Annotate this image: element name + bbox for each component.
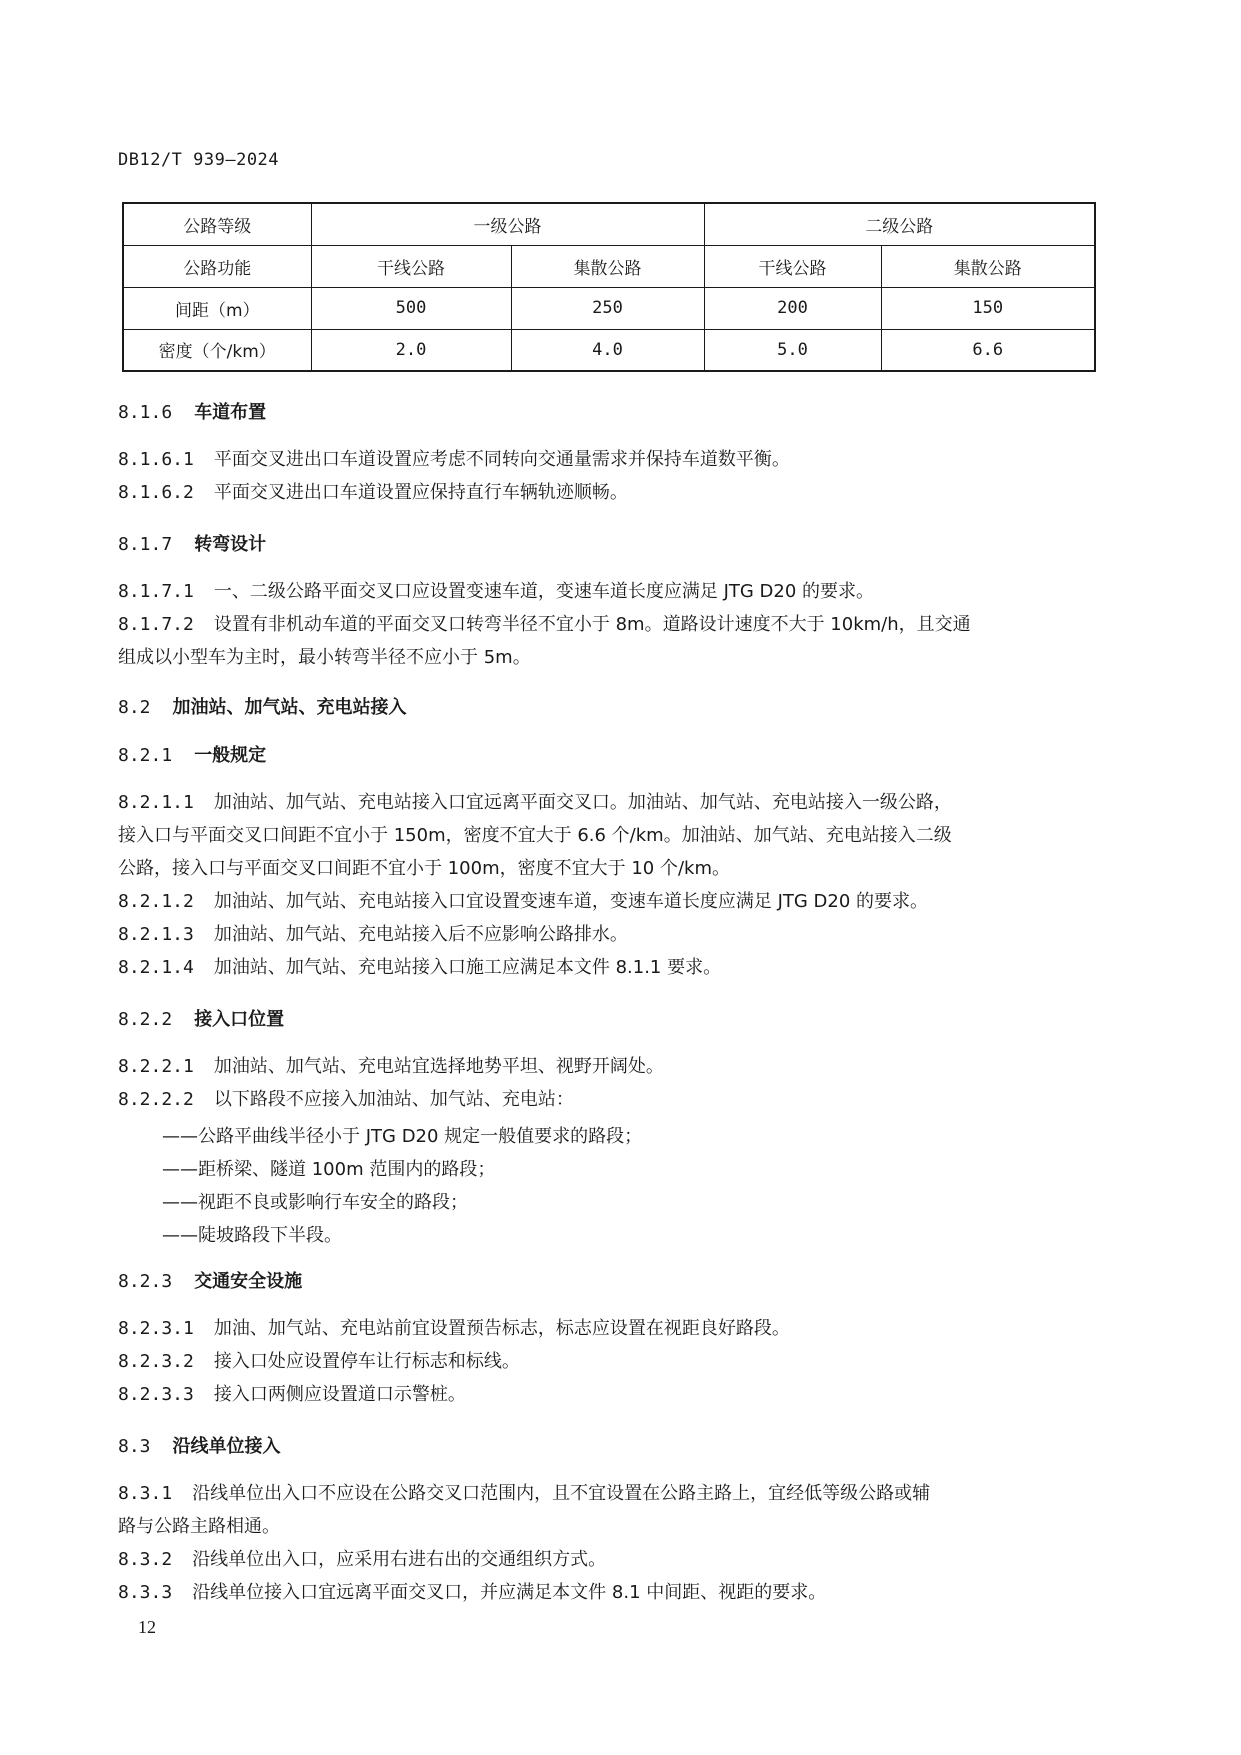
section-title: 转弯设计 — [194, 534, 267, 555]
clause-paragraph — [118, 1345, 1103, 1378]
clause-text: 平面交叉进出口车道设置应考虑不同转向交通量需求并保持车道数平衡。 — [213, 449, 790, 470]
table-cell: 4.0 — [511, 329, 704, 371]
clause-number: 8.2.1.1 — [118, 792, 194, 813]
clause-number: 8.2.1.4 — [118, 957, 194, 978]
clause-paragraph — [118, 443, 1103, 476]
clause-number: 8.2.1.3 — [118, 924, 194, 945]
clause-paragraph — [118, 608, 1103, 674]
clause-paragraph — [118, 951, 1103, 984]
list-item: ——视距不良或影响行车安全的路段； — [162, 1192, 468, 1213]
clause-paragraph — [118, 1477, 1103, 1543]
clause-paragraph — [118, 1312, 1103, 1345]
table-cell: 500 — [311, 287, 511, 329]
table-cell: 2.0 — [311, 329, 511, 371]
clause-number: 8.3.1 — [118, 1483, 173, 1504]
clause-text: 加油站、加气站、充电站接入口宜设置变速车道，变速车道长度应满足 JTG D20 的要求。 — [213, 891, 929, 912]
clause-text: 以下路段不应接入加油站、加气站、充电站： — [213, 1089, 574, 1110]
clause-paragraph — [118, 786, 1103, 885]
clause-number: 8.2.2.2 — [118, 1089, 194, 1110]
section-title: 一般规定 — [194, 745, 267, 766]
section-number: 8.1.7 — [118, 534, 173, 555]
clause-paragraph — [118, 885, 1103, 918]
clause-text: 加油站、加气站、充电站接入后不应影响公路排水。 — [213, 924, 628, 945]
clause-text: 沿线单位出入口不应设在公路交叉口范围内，且不宜设置在公路主路上，宜经低等级公路或辅 — [192, 1483, 931, 1504]
clause-text: 接入口两侧应设置道口示警桩。 — [213, 1384, 466, 1405]
clause-number: 8.3.2 — [118, 1549, 173, 1570]
document-code: DB12/T 939—2024 — [118, 150, 280, 170]
clause-text: 接入口与平面交叉口间距不宜小于 150m，密度不宜大于 6.6 个/km。加油站、加气站、充电站接入二级 — [118, 825, 952, 846]
section-heading — [118, 1432, 281, 1458]
clause-paragraph — [118, 1083, 1103, 1116]
table-cell: 二级公路 — [704, 203, 1095, 245]
section-heading — [118, 741, 266, 767]
section-heading — [118, 530, 266, 556]
table-cell: 一级公路 — [311, 203, 704, 245]
section-title: 交通安全设施 — [194, 1271, 303, 1292]
section-number: 8.2.1 — [118, 745, 173, 766]
table-cell: 干线公路 — [704, 245, 881, 287]
clause-number: 8.3.3 — [118, 1582, 173, 1603]
table-row — [123, 287, 1095, 329]
clause-paragraph — [118, 1543, 1103, 1576]
list-item: ——距桥梁、隧道 100m 范围内的路段； — [162, 1159, 496, 1180]
table-cell: 公路功能 — [123, 245, 311, 287]
table-cell: 集散公路 — [511, 245, 704, 287]
clause-paragraph — [118, 1378, 1103, 1411]
clause-text: 沿线单位接入口宜远离平面交叉口，并应满足本文件 8.1 中间距、视距的要求。 — [192, 1582, 827, 1603]
table-cell: 5.0 — [704, 329, 881, 371]
clause-text: 设置有非机动车道的平面交叉口转弯半径不宜小于 8m。道路设计速度不大于 10km/h，且交通 — [213, 614, 971, 635]
table-cell: 250 — [511, 287, 704, 329]
clause-number: 8.2.2.1 — [118, 1056, 194, 1077]
page-number: 12 — [138, 1617, 156, 1637]
clause-number: 8.1.6.1 — [118, 449, 194, 470]
clause-text: 加油站、加气站、充电站宜选择地势平坦、视野开阔处。 — [213, 1056, 664, 1077]
table-cell: 150 — [881, 287, 1095, 329]
section-number: 8.1.6 — [118, 402, 173, 423]
clause-number: 8.2.3.2 — [118, 1351, 194, 1372]
clause-number: 8.2.3.3 — [118, 1384, 194, 1405]
section-number: 8.2 — [118, 697, 151, 718]
table-cell: 密度（个/km） — [123, 329, 311, 371]
list-item: ——公路平曲线半径小于 JTG D20 规定一般值要求的路段； — [162, 1126, 643, 1147]
clause-paragraph — [118, 1576, 1103, 1609]
table-row — [123, 329, 1095, 371]
clause-paragraph — [118, 575, 1103, 608]
table-cell: 干线公路 — [311, 245, 511, 287]
clause-text: 加油、加气站、充电站前宜设置预告标志，标志应设置在视距良好路段。 — [213, 1318, 790, 1339]
clause-paragraph — [118, 1050, 1103, 1083]
table-cell: 200 — [704, 287, 881, 329]
clause-text: 公路，接入口与平面交叉口间距不宜小于 100m，密度不宜大于 10 个/km。 — [118, 858, 730, 879]
clause-text: 加油站、加气站、充电站接入口施工应满足本文件 8.1.1 要求。 — [213, 957, 722, 978]
table-cell: 间距（m） — [123, 287, 311, 329]
clause-text: 平面交叉进出口车道设置应保持直行车辆轨迹顺畅。 — [213, 482, 628, 503]
section-heading — [118, 1005, 284, 1031]
clause-text: 路与公路主路相通。 — [118, 1516, 280, 1537]
section-title: 车道布置 — [194, 402, 267, 423]
table-cell: 公路等级 — [123, 203, 311, 245]
table-cell: 集散公路 — [881, 245, 1095, 287]
clause-text: 加油站、加气站、充电站接入口宜远离平面交叉口。加油站、加气站、充电站接入一级公路， — [213, 792, 952, 813]
clause-number: 8.1.6.2 — [118, 482, 194, 503]
section-title: 接入口位置 — [194, 1009, 285, 1030]
clause-text: 接入口处应设置停车让行标志和标线。 — [213, 1351, 520, 1372]
section-title: 加油站、加气站、充电站接入 — [172, 697, 407, 718]
section-heading — [118, 693, 407, 719]
clause-number: 8.1.7.1 — [118, 581, 194, 602]
section-heading — [118, 398, 266, 424]
section-number: 8.2.2 — [118, 1009, 173, 1030]
section-title: 沿线单位接入 — [172, 1436, 281, 1457]
list-item: ——陡坡路段下半段。 — [162, 1225, 342, 1246]
section-number: 8.3 — [118, 1436, 151, 1457]
clause-text: 一、二级公路平面交叉口应设置变速车道，变速车道长度应满足 JTG D20 的要求。 — [213, 581, 875, 602]
clause-paragraph — [118, 918, 1103, 951]
table-cell: 6.6 — [881, 329, 1095, 371]
clause-number: 8.1.7.2 — [118, 614, 194, 635]
section-number: 8.2.3 — [118, 1271, 173, 1292]
table-row — [123, 203, 1095, 245]
clause-paragraph — [118, 476, 1103, 509]
clause-number: 8.2.3.1 — [118, 1318, 194, 1339]
section-heading — [118, 1267, 302, 1293]
clause-text: 组成以小型车为主时，最小转弯半径不应小于 5m。 — [118, 647, 531, 668]
clause-text: 沿线单位出入口，应采用右进右出的交通组织方式。 — [192, 1549, 607, 1570]
table-row — [123, 245, 1095, 287]
spacing-density-table — [122, 202, 1096, 372]
clause-number: 8.2.1.2 — [118, 891, 194, 912]
